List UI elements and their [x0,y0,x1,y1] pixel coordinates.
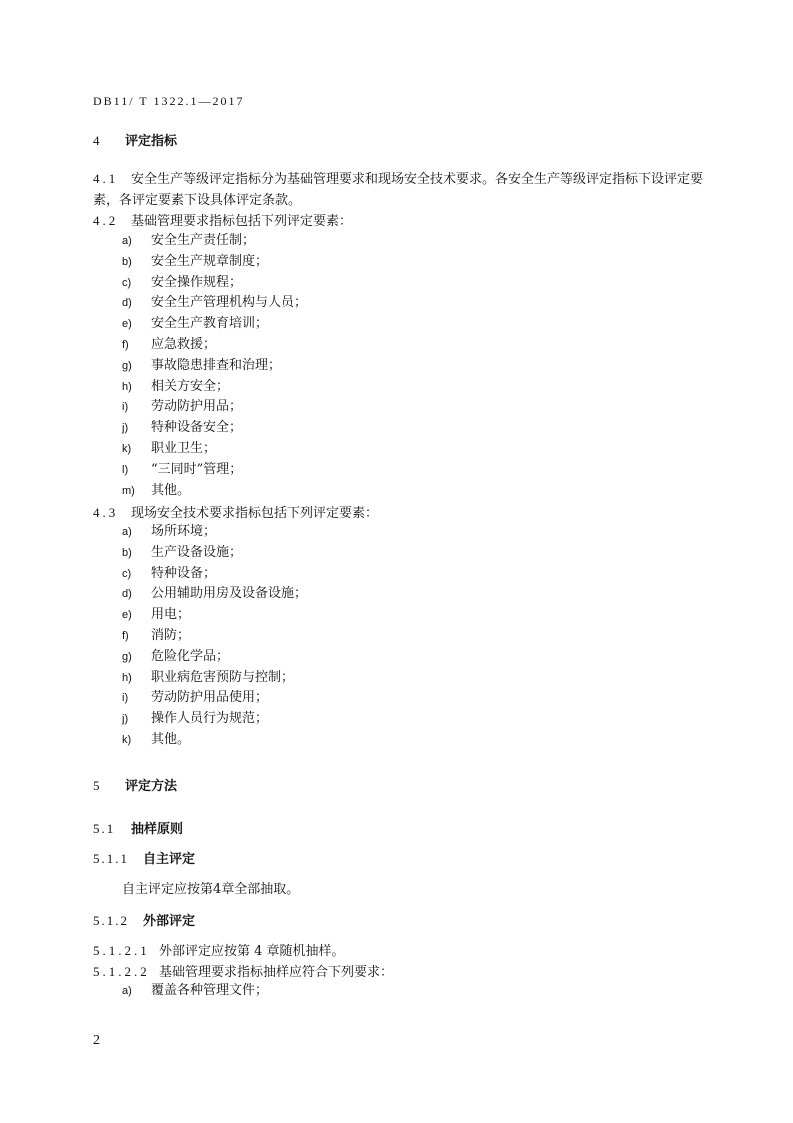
list-5-1-2-2 [122,981,268,1002]
clause-text: 外部评定应按第 4 章随机抽样。 [159,944,345,959]
clause-number: 5.1.2.1 [93,943,150,958]
list-item: g) 事故隐患排查和治理； [122,357,282,373]
list-item: j) 特种设备安全； [122,420,243,436]
section-number: 5.1.1 [93,851,129,866]
list-item: e) 安全生产教育培训； [122,316,269,332]
section-5-1-1-heading [93,848,195,867]
clause-4-3 [93,502,378,524]
list-item: a) 安全生产责任制； [122,233,256,248]
section-number: 5.1 [93,821,116,836]
clause-5-1-2-2 [93,961,393,983]
list-item: i) 劳动防护用品使用； [122,690,269,706]
section-title: 评定方法 [125,779,178,794]
list-item: f) 消防； [122,627,191,643]
list-item: b) 生产设备设施； [122,544,243,560]
list-4-3 [122,522,307,751]
section-number: 5.1.2 [93,913,129,928]
list-item: e) 用电； [122,607,191,623]
clause-4-2 [93,210,352,232]
list-item: i) 劳动防护用品； [122,399,243,415]
page-number: 2 [93,1033,100,1048]
list-item: f) 应急救援； [122,336,217,352]
list-item: d) 安全生产管理机构与人员； [122,295,308,311]
document-code: DB11/ T 1322.1—2017 [93,94,245,108]
list-item: l) “三同时”管理； [122,461,243,477]
clause-number: 4.3 [93,505,119,520]
clause-text: 现场安全技术要求指标包括下列评定要素： [131,506,379,521]
section-title: 评定指标 [125,134,178,149]
list-item: h) 相关方安全； [122,378,230,394]
list-item: g) 危险化学品； [122,648,230,664]
section-5-1-heading [93,818,183,837]
clause-4-1 [93,168,713,211]
clause-number: 4.2 [93,213,119,228]
list-item: a) 覆盖各种管理文件； [122,983,269,998]
list-item: k) 其他。 [122,731,191,747]
list-item: a) 场所环境； [122,524,217,539]
section-5-1-2-heading [93,910,195,929]
clause-number: 5.1.2.2 [93,964,150,979]
section-4-heading [93,130,177,149]
clause-text: 基础管理要求指标抽样应符合下列要求： [159,965,394,980]
clause-5-1-2-1 [93,940,345,962]
list-item: c) 特种设备； [122,565,217,581]
list-item: k) 职业卫生； [122,440,217,456]
section-number: 4 [93,133,102,148]
list-item: j) 操作人员行为规范； [122,711,269,727]
section-number: 5 [93,778,102,793]
list-item: m) 其他。 [122,482,191,498]
paragraph-5-1-1: 自主评定应按第4章全部抽取。 [122,882,300,897]
list-item: b) 安全生产规章制度； [122,253,269,269]
list-item: d) 公用辅助用房及设备设施； [122,586,308,602]
clause-number: 4.1 [93,171,119,186]
clause-text: 安全生产等级评定指标分为基础管理要求和现场安全技术要求。各安全生产等级评定指标下设评定要素，各评定要素下设具体评定条款。 [93,172,704,208]
section-5-heading [93,775,177,794]
section-title: 抽样原则 [131,822,184,837]
section-title: 外部评定 [143,914,196,929]
clause-text: 基础管理要求指标包括下列评定要素： [131,214,353,229]
list-4-2 [122,231,307,501]
list-item: c) 安全操作规程； [122,274,243,290]
section-title: 自主评定 [143,852,196,867]
list-item: h) 职业病危害预防与控制； [122,669,295,685]
